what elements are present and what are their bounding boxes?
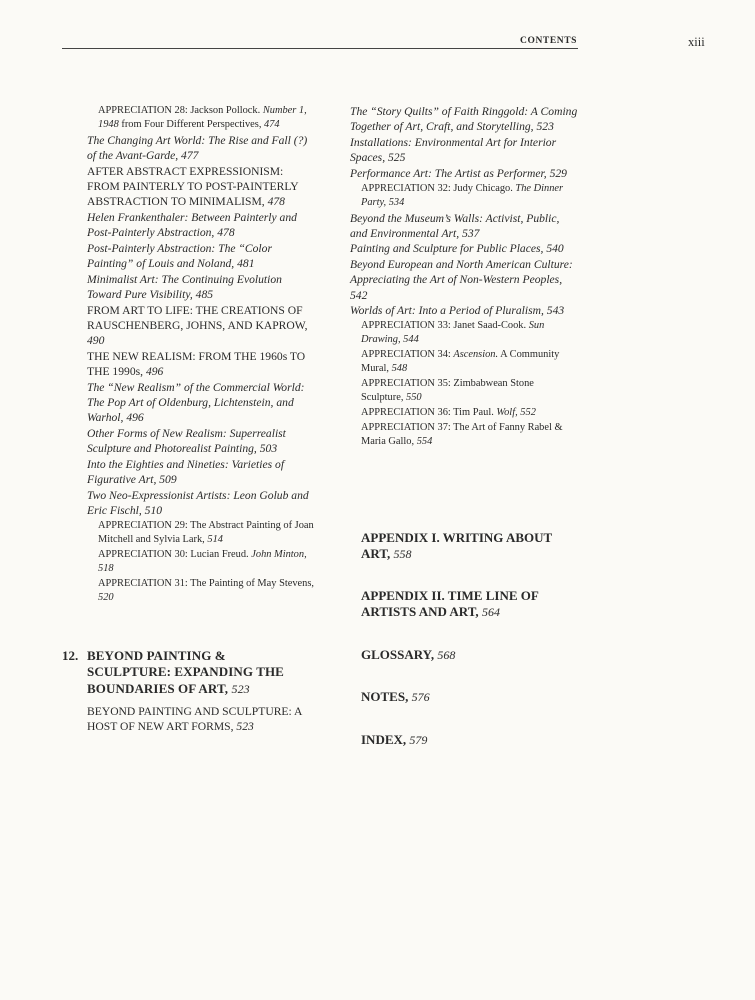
left-column — [87, 104, 315, 606]
appendix-title: INDEX, — [361, 732, 410, 747]
entry-page: 514 — [207, 533, 223, 545]
running-head: CONTENTS — [520, 36, 578, 46]
section-entry — [350, 135, 578, 165]
appendix-1 — [361, 530, 581, 563]
header-rule — [62, 48, 578, 49]
entry-text: Worlds of Art: Into a Period of Pluralism, — [350, 304, 547, 318]
entry-page: 550 — [406, 391, 422, 403]
entry-text: APPRECIATION 32: Judy Chicago. — [361, 182, 516, 194]
entry-text: APPRECIATION 34: — [361, 348, 454, 360]
appreciation-entry — [98, 104, 315, 132]
entry-text: APPRECIATION 36: Tim Paul. — [361, 406, 497, 418]
appreciation-entry — [361, 182, 578, 210]
entry-page: 554 — [416, 435, 433, 447]
chapter-12 — [62, 648, 312, 734]
section-entry — [350, 166, 578, 181]
section-entry — [87, 488, 315, 518]
chapter-subentry-text: BEYOND PAINTING AND SCULPTURE: A HOST OF NEW ART FORMS, — [87, 704, 302, 734]
appendix-page: 568 — [437, 648, 456, 662]
entry-text: APPRECIATION 30: Lucian Freud. — [98, 548, 252, 560]
appendix-title: APPENDIX II. TIME LINE OF ARTISTS AND ART, — [361, 588, 539, 620]
entry-text: APPRECIATION 28: Jackson Pollock. — [98, 105, 263, 116]
entry-page: 490 — [87, 334, 105, 348]
entry-work-title: Number 1, 1948 — [98, 105, 307, 130]
entry-text: Beyond European and North American Culture: Appreciating the Art of Non-Western Peoples, — [350, 258, 573, 287]
appendix-page: 579 — [409, 733, 428, 747]
entry-page: 542 — [350, 288, 368, 302]
entry-work-title: Ascension. — [453, 348, 499, 360]
entry-text: Helen Frankenthaler: Between Painterly and Post-Painterly Abstraction, — [87, 211, 297, 240]
entry-text-after: A Community Mural, — [361, 348, 560, 374]
entry-page: 478 — [267, 195, 285, 209]
entry-work-title: Sun Drawing, — [361, 319, 545, 345]
entry-page: 503 — [259, 442, 278, 456]
entry-page: 518 — [98, 562, 114, 574]
appreciation-entry — [98, 548, 315, 576]
entry-page: 478 — [217, 226, 235, 240]
section-entry — [87, 457, 315, 487]
entry-text: Post-Painterly Abstraction: The “Color Painting” of Louis and Noland, — [87, 241, 272, 271]
entry-text: APPRECIATION 35: Zimbabwean Stone Sculpture, — [361, 377, 534, 403]
section-entry — [87, 380, 315, 426]
entry-text: THE NEW REALISM: FROM THE 1960s TO THE 1990s, — [87, 349, 306, 379]
chapter-title — [87, 648, 312, 697]
section-entry — [350, 303, 578, 318]
entry-text: Two Neo-Expressionist Artists: Leon Golub and Eric Fischl, — [87, 488, 309, 517]
entry-text: APPRECIATION 37: The Art of Fanny Rabel & Maria Gallo, — [361, 421, 563, 447]
entry-work-title: John Minton, — [251, 548, 307, 560]
section-entry — [350, 241, 578, 256]
entry-text: The Changing Art World: The Rise and Fall (?) of the Avant-Garde, — [87, 134, 308, 163]
entry-page: 548 — [391, 362, 408, 374]
notes-entry — [361, 689, 581, 705]
entry-page: 543 — [546, 304, 565, 318]
appreciation-entry — [361, 319, 578, 347]
entry-text: Minimalist Art: The Continuing Evolution Toward Pure Visibility, — [87, 272, 282, 302]
entry-work-title: The Dinner Party, — [361, 182, 564, 208]
appreciation-entry — [98, 519, 315, 547]
appreciation-entry — [361, 406, 578, 420]
entry-page: 510 — [144, 503, 163, 517]
entry-page: 537 — [462, 226, 480, 240]
heading-entry — [87, 303, 315, 349]
page-number: xiii — [688, 35, 705, 49]
entry-page: 477 — [181, 149, 199, 163]
entry-page: 552 — [520, 406, 536, 418]
chapter-title-text: BEYOND PAINTING & SCULPTURE: EXPANDING THE BOUNDARIES OF ART, — [87, 648, 284, 696]
entry-page: 529 — [549, 166, 567, 180]
entry-text: Painting and Sculpture for Public Places, — [350, 242, 547, 256]
entry-text: APPRECIATION 33: Janet Saad-Cook. — [361, 319, 529, 331]
appreciation-entry — [361, 348, 578, 376]
entry-page: 481 — [237, 257, 255, 271]
entry-text: APPRECIATION 29: The Abstract Painting of Joan Mitchell and Sylvia Lark, — [98, 519, 314, 545]
entry-page: 523 — [536, 120, 554, 134]
chapter-subentry — [87, 704, 312, 734]
entry-text: APPRECIATION 31: The Painting of May Stevens, — [98, 577, 314, 589]
appendix-2 — [361, 588, 581, 621]
entry-page: 509 — [159, 472, 177, 486]
section-entry — [87, 241, 315, 271]
entry-page: 496 — [126, 411, 144, 425]
appreciation-entry — [98, 577, 315, 605]
entry-text: The “Story Quilts” of Faith Ringgold: A Coming Together of Art, Craft, and Storytelling, — [350, 105, 578, 134]
appendix-title: GLOSSARY, — [361, 647, 438, 662]
section-entry — [350, 104, 578, 134]
entry-page: 496 — [145, 365, 164, 379]
appreciation-entry — [361, 377, 578, 405]
index-entry — [361, 732, 581, 748]
entry-text: Other Forms of New Realism: Superrealist Sculpture and Photorealist Painting, — [87, 426, 286, 456]
heading-entry — [87, 164, 315, 210]
glossary-entry — [361, 647, 581, 663]
section-entry — [87, 272, 315, 302]
entry-text: Performance Art: The Artist as Performer, — [350, 166, 550, 180]
section-entry — [87, 210, 315, 240]
right-column — [350, 104, 578, 450]
entry-page: 544 — [403, 333, 419, 345]
entry-text: AFTER ABSTRACT EXPRESSIONISM: FROM PAINTERLY TO POST-PAINTERLY ABSTRACTION TO MINIMALISM, — [87, 164, 299, 209]
chapter-number: 12. — [62, 648, 79, 663]
entry-page: 520 — [98, 591, 114, 603]
chapter-page: 523 — [231, 681, 250, 696]
heading-entry — [87, 349, 315, 379]
chapter-subentry-page: 523 — [236, 720, 254, 734]
entry-text: Into the Eighties and Nineties: Varieties of Figurative Art, — [87, 457, 285, 486]
appreciation-entry — [361, 421, 578, 449]
appendix-title: NOTES, — [361, 689, 412, 704]
appendix-page: 558 — [393, 547, 412, 562]
entry-text: The “New Realism” of the Commercial World: The Pop Art of Oldenburg, Lichtenstein, and Warhol, — [87, 380, 305, 425]
entry-page: 474 — [264, 119, 280, 130]
entry-text: FROM ART TO LIFE: THE CREATIONS OF RAUSCHENBERG, JOHNS, AND KAPROW, — [87, 303, 308, 332]
appendix-title: APPENDIX I. WRITING ABOUT ART, — [361, 530, 552, 562]
entry-text: Installations: Environmental Art for Interior Spaces, — [350, 135, 557, 165]
section-entry — [350, 257, 578, 303]
entry-page: 534 — [388, 196, 405, 208]
entry-work-title: Wolf, — [496, 406, 518, 418]
entry-page: 485 — [195, 288, 214, 302]
entry-page: 540 — [546, 242, 564, 256]
section-entry — [87, 133, 315, 163]
entry-page: 525 — [388, 151, 406, 165]
appendix-page: 576 — [411, 690, 430, 704]
section-entry — [87, 426, 315, 456]
appendix-page: 564 — [481, 605, 500, 620]
entry-text: Beyond the Museum’s Walls: Activist, Public, and Environmental Art, — [350, 211, 560, 240]
section-entry — [350, 211, 578, 241]
entry-text-after: from Four Different Perspectives, — [118, 119, 265, 130]
